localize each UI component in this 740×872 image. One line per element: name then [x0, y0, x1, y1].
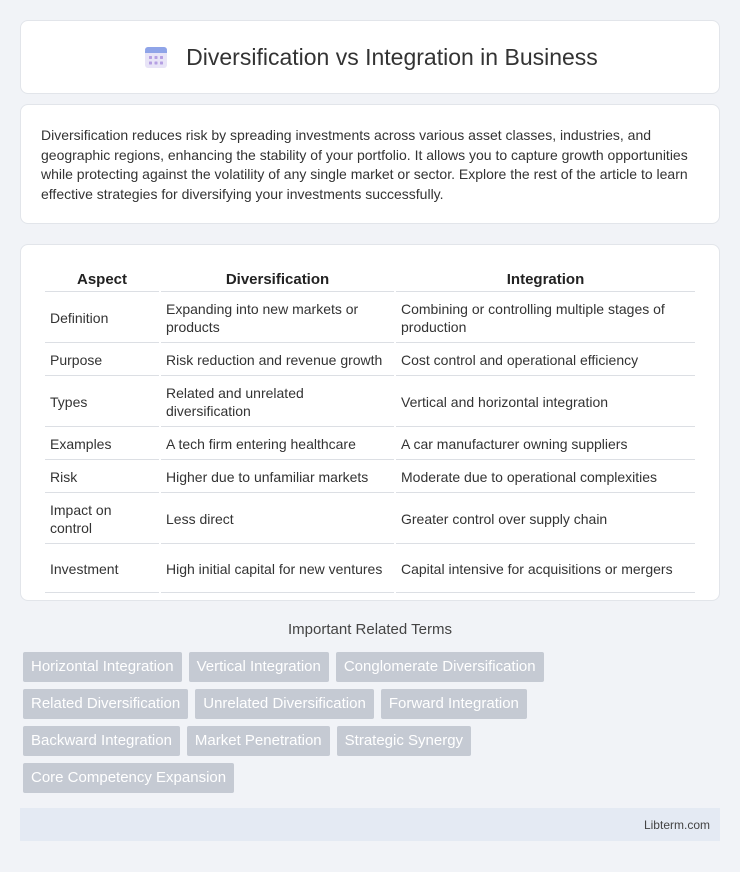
tag-vertical-integration[interactable]: Vertical Integration [189, 652, 329, 682]
row-integration: A car manufacturer owning suppliers [396, 429, 695, 460]
row-integration: Vertical and horizontal integration [396, 378, 695, 427]
tag-related-diversification[interactable]: Related Diversification [23, 689, 188, 719]
intro-card [20, 104, 720, 224]
footer [20, 808, 720, 841]
table-row [45, 294, 695, 343]
tag-row [23, 726, 723, 756]
row-diversification: Less direct [161, 495, 394, 544]
comparison-table [43, 265, 697, 595]
tag-core-competency-expansion[interactable]: Core Competency Expansion [23, 763, 234, 793]
row-aspect: Risk [45, 462, 159, 493]
row-aspect: Definition [45, 294, 159, 343]
row-diversification: Related and unrelated diversification [161, 378, 394, 427]
tag-backward-integration[interactable]: Backward Integration [23, 726, 180, 756]
table-row [45, 429, 695, 460]
row-aspect: Impact on control [45, 495, 159, 544]
row-integration: Moderate due to operational complexities [396, 462, 695, 493]
row-integration: Cost control and operational efficiency [396, 345, 695, 376]
table-row [45, 546, 695, 593]
row-integration: Greater control over supply chain [396, 495, 695, 544]
table-row [45, 378, 695, 427]
tag-row [23, 763, 723, 793]
tag-row [23, 689, 723, 719]
tag-horizontal-integration[interactable]: Horizontal Integration [23, 652, 182, 682]
tag-conglomerate-diversification[interactable]: Conglomerate Diversification [336, 652, 544, 682]
row-aspect: Purpose [45, 345, 159, 376]
row-diversification: High initial capital for new ventures [161, 546, 394, 593]
intro-paragraph: Diversification reduces risk by spreading investments across various asset classes, industries, and geographic regions, enhancing the stability of your portfolio. It allows you to capture growth opportunities while protecting against the volatility of any single market or sector. Explore the rest of the article to learn effective strategies for diversifying your investments successfully. [41, 127, 688, 202]
footer-site-link[interactable]: Libterm.com [643, 817, 710, 832]
header-aspect: Aspect [45, 267, 159, 292]
tag-strategic-synergy[interactable]: Strategic Synergy [337, 726, 471, 756]
table-header-row [45, 267, 695, 292]
row-diversification: Higher due to unfamiliar markets [161, 462, 394, 493]
related-terms-title: Important Related Terms [288, 621, 452, 638]
tag-market-penetration[interactable]: Market Penetration [187, 726, 330, 756]
row-aspect: Examples [45, 429, 159, 460]
tag-forward-integration[interactable]: Forward Integration [381, 689, 527, 719]
header-integration: Integration [396, 267, 695, 292]
comparison-table-card [20, 244, 720, 601]
row-aspect: Investment [45, 546, 159, 593]
table-row [45, 495, 695, 544]
row-diversification: Expanding into new markets or products [161, 294, 394, 343]
row-integration: Capital intensive for acquisitions or mergers [396, 546, 695, 593]
calendar-icon [142, 43, 170, 71]
page-title: Diversification vs Integration in Business [186, 43, 598, 70]
row-aspect: Types [45, 378, 159, 427]
row-diversification: Risk reduction and revenue growth [161, 345, 394, 376]
related-terms-tags [23, 652, 723, 800]
header-card [20, 20, 720, 94]
header-diversification: Diversification [161, 267, 394, 292]
tag-row [23, 652, 723, 682]
row-diversification: A tech firm entering healthcare [161, 429, 394, 460]
row-integration: Combining or controlling multiple stages of production [396, 294, 695, 343]
tag-unrelated-diversification[interactable]: Unrelated Diversification [195, 689, 374, 719]
table-row [45, 345, 695, 376]
table-row [45, 462, 695, 493]
title-wrap [142, 43, 598, 71]
